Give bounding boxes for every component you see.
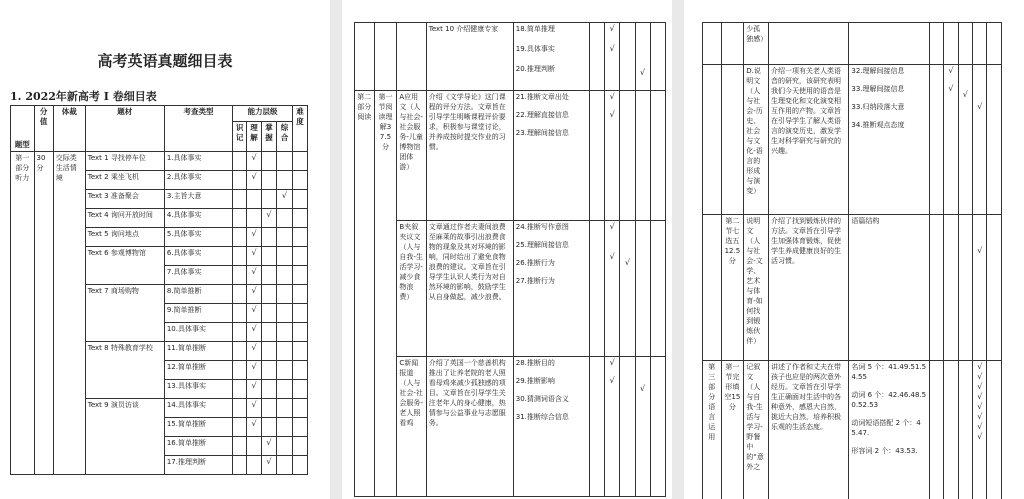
exam-item: 33.归纳段落大意 [851, 103, 905, 111]
exam-item: 18.简单推理 [515, 25, 555, 33]
difficulty-cell [292, 342, 307, 361]
detail-table-p1 [10, 105, 308, 475]
check-cell: √ [262, 209, 277, 228]
section-1-genre: 记叙文（人与自我-生活与学习-野餐中的“意外之 [744, 361, 769, 499]
exam-item: 25.理解间接信息 [515, 241, 569, 249]
check-cell [233, 323, 247, 342]
section-title: 1. 2022年新高考 I 卷细目表 [10, 90, 157, 103]
cell-empty [944, 23, 958, 65]
cell-empty [768, 23, 848, 65]
material-cell: Text 2 乘坐飞机 [85, 171, 164, 190]
check-cell: √ [247, 228, 262, 247]
cell-empty [721, 23, 744, 65]
check-cell [276, 285, 292, 304]
check-col-master [620, 221, 635, 357]
cell-empty [987, 65, 1002, 215]
exam-item: 动词 6 个：42.46.48.50.52.53 [851, 391, 927, 409]
check-cell [276, 399, 292, 418]
check-mark: √ [609, 252, 615, 261]
check-mark: √ [640, 68, 646, 77]
check-col-apply [635, 221, 650, 357]
check-cell: √ [247, 399, 262, 418]
section-2-genre: 说明文（人与社会-文学、艺术与体育-如何找到锻炼伙伴） [744, 215, 769, 361]
header-difficulty: 难度 [292, 106, 307, 152]
check-mark: √ [624, 258, 630, 267]
exam-item: 34.推断观点态度 [851, 121, 905, 129]
cell-empty [703, 65, 722, 215]
check-cell [276, 228, 292, 247]
check-mark: √ [609, 44, 615, 53]
check-mark: √ [977, 422, 983, 431]
check-col-memory [589, 91, 604, 221]
text10-name: Text 10 介绍健康专家 [426, 23, 513, 91]
exam-item: 31.推断综合信息 [515, 413, 569, 421]
passage-d-desc: 介绍一项有关老人类语音的研究，该研究表明我们今天使用的语音是生理变化和文化演变相互作用的产物。文章旨在引导学生了解人类语言的演变历史，激发学生对科学研究与研究的兴趣。 [768, 65, 848, 215]
section-2-desc: 介绍了找到锻炼伙伴的方法。文章旨在引导学生加强体育锻炼，促使学生养成健康良好的生活习惯。 [768, 215, 848, 361]
exam-item: 13.具体事实 [164, 380, 232, 399]
cell-empty [929, 23, 943, 65]
check-mark: √ [977, 412, 983, 421]
material-cell: Text 6 参观博物馆 [85, 247, 164, 285]
check-col-memory [589, 221, 604, 357]
check-col-memory [589, 23, 604, 91]
difficulty-cell [292, 171, 307, 190]
material-cell: Text 5 询问地点 [85, 228, 164, 247]
exam-item: 7.具体事实 [164, 266, 232, 285]
passage-c-desc: 介绍了英国一个慈善机构推出了让养老院的老人照看母鸡来减少孤独感的项目。文章旨在引导学生关注老年人的身心健康，热情参与公益事业与志愿服务。 [426, 357, 513, 497]
check-cell [276, 361, 292, 380]
check-col-memory [589, 357, 604, 497]
check-mark: √ [977, 372, 983, 381]
header-exam-type: 考查类型 [164, 106, 232, 152]
check-col-apply [973, 65, 987, 215]
exam-item: 14.具体事实 [164, 399, 232, 418]
detail-table-p2 [354, 22, 666, 497]
check-cell [276, 437, 292, 456]
cell-empty [374, 23, 397, 91]
check-col-apply [635, 91, 650, 221]
exam-item: 17.推理判断 [164, 456, 232, 475]
text10-items [513, 23, 589, 91]
exam-item: 名词 5 个：41.49.51.54.55 [851, 363, 927, 381]
material-cell: Text 8 特殊教育学校 [85, 342, 164, 399]
exam-item: 动词短语搭配 2 个：45.47. [851, 419, 921, 437]
cell-empty [721, 65, 744, 215]
section-1-items [849, 361, 929, 499]
part-label: 第二部分阅读 [355, 91, 375, 497]
material-cell: Text 7 商场购物 [85, 285, 164, 342]
cell-empty [650, 221, 665, 357]
difficulty-cell [292, 399, 307, 418]
check-cell [233, 342, 247, 361]
exam-item: 30.猜测词语含义 [515, 395, 569, 403]
check-mark: √ [977, 382, 983, 391]
section-1-desc: 讲述了作者和丈夫在带孩子也应是的两次意外经历。文章旨在引导学生正确面对生活中的各种意外，感恩大自然，挑近大自然，培养积极乐观的生活态度。 [768, 361, 848, 499]
check-col-apply [973, 361, 987, 499]
check-cell [233, 361, 247, 380]
check-col-memory [929, 65, 943, 215]
check-col-memory [929, 215, 943, 361]
exam-item: 2.具体事实 [164, 171, 232, 190]
check-mark: √ [640, 384, 646, 393]
check-cell [262, 399, 277, 418]
difficulty-cell [292, 247, 307, 266]
passage-c-label: C新闻报道（人与社会-社会服务-老人照看鸡 [397, 357, 426, 497]
header-score: 分值 [34, 106, 53, 152]
difficulty-cell [292, 266, 307, 285]
header-genre: 体裁 [53, 106, 85, 152]
passage-a-label: A应用文（人与社会-社会服务-儿童博物馆团体游） [397, 91, 426, 221]
difficulty-cell [292, 190, 307, 209]
check-cell: √ [247, 285, 262, 304]
check-mark: √ [962, 90, 968, 99]
check-mark: √ [977, 102, 983, 111]
exam-item: 11.简单推断 [164, 342, 232, 361]
check-cell [262, 323, 277, 342]
check-cell [262, 304, 277, 323]
exam-item: 8.简单推断 [164, 285, 232, 304]
check-mark: √ [609, 376, 615, 385]
exam-item: 12.简单推断 [164, 361, 232, 380]
exam-item: 5.具体事实 [164, 228, 232, 247]
exam-item: 10.具体事实 [164, 323, 232, 342]
check-mark: √ [948, 66, 954, 75]
exam-item: 1.具体事实 [164, 152, 232, 171]
section-label: 第一节阅读理解37.5分 [374, 91, 397, 497]
check-cell [233, 285, 247, 304]
cell-empty [849, 23, 929, 65]
check-cell [262, 190, 277, 209]
exam-item: 28.推断目的 [515, 359, 555, 367]
cell-empty [987, 361, 1002, 499]
check-cell [233, 247, 247, 266]
check-col-apply [635, 357, 650, 497]
page-2 [342, 0, 672, 499]
check-cell: √ [247, 342, 262, 361]
check-cell [247, 209, 262, 228]
check-cell [233, 228, 247, 247]
difficulty-cell [292, 361, 307, 380]
passage-d-items [849, 65, 929, 215]
exam-item: 24.推断写作意图 [515, 223, 569, 231]
passage-a-items [513, 91, 589, 221]
check-mark: √ [609, 222, 615, 231]
check-cell [262, 171, 277, 190]
difficulty-cell [292, 209, 307, 228]
check-cell: √ [247, 361, 262, 380]
exam-item: 16.简单推断 [164, 437, 232, 456]
check-cell [233, 152, 247, 171]
check-col-understand [605, 221, 620, 357]
difficulty-cell [292, 285, 307, 304]
check-cell [233, 456, 247, 475]
exam-item: 22.理解直接信息 [515, 111, 569, 119]
exam-item: 26.推断行为 [515, 259, 555, 267]
check-cell [247, 437, 262, 456]
check-col-apply [973, 215, 987, 361]
difficulty-cell [292, 456, 307, 475]
exam-item: 4.具体事实 [164, 209, 232, 228]
check-cell [262, 247, 277, 266]
check-cell [262, 152, 277, 171]
cell-empty [650, 357, 665, 497]
check-col-master [620, 91, 635, 221]
exam-item: 32.理解间接信息 [851, 67, 905, 75]
check-cell [276, 342, 292, 361]
header-apply: 综合 [276, 122, 292, 152]
check-cell: √ [247, 247, 262, 266]
check-cell [276, 171, 292, 190]
material-cell: Text 3 准备聚会 [85, 190, 164, 209]
check-col-master [620, 357, 635, 497]
check-mark: √ [609, 358, 615, 367]
difficulty-cell [292, 228, 307, 247]
exam-item: 23.理解间接信息 [515, 129, 569, 137]
check-mark: √ [977, 392, 983, 401]
check-cell: √ [247, 323, 262, 342]
check-cell [233, 190, 247, 209]
check-cell: √ [247, 152, 262, 171]
doc-title: 高考英语真题细目表 [97, 52, 233, 70]
header-understand: 理解 [247, 122, 262, 152]
passage-b-label: B夹叙夹议文（人与自我-生活学习-减少食物浪费） [397, 221, 426, 357]
detail-table-p3 [702, 22, 1002, 499]
material-cell: Text 4 询问开放时间 [85, 209, 164, 228]
passage-c-items [513, 357, 589, 497]
check-col-master [620, 23, 635, 91]
material-cell: Text 1 寻找停车位 [85, 152, 164, 171]
genre-cell: 交际类生活情境 [53, 152, 85, 475]
check-cell [262, 418, 277, 437]
cell-empty [650, 23, 665, 91]
exam-item: 3.主旨大意 [164, 190, 232, 209]
check-col-understand [605, 23, 620, 91]
header-master: 掌握 [262, 122, 277, 152]
check-mark: √ [977, 362, 983, 371]
check-mark: √ [609, 24, 615, 33]
check-cell [276, 247, 292, 266]
check-cell [276, 323, 292, 342]
header-type: 题型 [11, 106, 35, 152]
top-cont-label: 少孤独感） [744, 23, 769, 65]
check-cell: √ [247, 304, 262, 323]
check-cell [233, 399, 247, 418]
passage-b-desc: 文章通过作者夫妻间浪费至麻莱的故事引出浪费食物的现象及其对环境的影响，同时给出了避免食物浪费的建议。文章旨在引导学生认识人类行为对自然环境的影响，鼓励学生从自身做起，减少浪费。 [426, 221, 513, 357]
difficulty-cell [292, 152, 307, 171]
difficulty-cell [292, 304, 307, 323]
cell-empty [650, 91, 665, 221]
section-1-label: 第一节完形填空15分 [721, 361, 744, 499]
passage-a-desc: 介绍《文学导论》这门课程的评分方法。文章旨在引导学生明晰课程评价要求，积极参与课堂讨论，并养成按时提交作业的习惯。 [426, 91, 513, 221]
check-cell [233, 437, 247, 456]
difficulty-cell [292, 437, 307, 456]
difficulty-cell [292, 380, 307, 399]
check-cell [233, 304, 247, 323]
material-cell: Text 9 演员访谈 [85, 399, 164, 475]
check-cell: √ [247, 171, 262, 190]
exam-item: 9.简单推断 [164, 304, 232, 323]
header-material: 题材 [85, 106, 164, 152]
check-cell: √ [247, 380, 262, 399]
check-cell [276, 209, 292, 228]
check-cell [262, 228, 277, 247]
check-col-understand [944, 361, 958, 499]
cell-empty [987, 215, 1002, 361]
exam-item: 形容词 2 个：43.53. [851, 447, 918, 455]
page-1 [0, 0, 330, 499]
check-cell: √ [262, 437, 277, 456]
check-col-master [958, 215, 972, 361]
check-cell [233, 266, 247, 285]
check-col-understand [605, 357, 620, 497]
difficulty-cell [292, 323, 307, 342]
check-mark: √ [977, 402, 983, 411]
cell-empty [703, 23, 722, 65]
exam-item: 19.具体事实 [515, 45, 555, 53]
exam-item: 15.简单推断 [164, 418, 232, 437]
header-ability: 能力层级 [233, 106, 293, 122]
check-col-understand [605, 91, 620, 221]
passage-d-label: D.说明文（人与社会-历史、社会与文化-语言的形成与演变） [744, 65, 769, 215]
check-cell [233, 418, 247, 437]
page-3 [684, 0, 1024, 499]
check-col-understand [944, 215, 958, 361]
check-cell: √ [262, 456, 277, 475]
header-memory: 识记 [233, 122, 247, 152]
cell-empty [973, 23, 987, 65]
check-cell [262, 361, 277, 380]
check-col-master [958, 361, 972, 499]
check-col-understand [944, 65, 958, 215]
check-mark: √ [977, 246, 983, 255]
check-cell [247, 190, 262, 209]
cell-empty [958, 23, 972, 65]
check-col-memory [929, 361, 943, 499]
check-cell [276, 152, 292, 171]
check-cell [276, 418, 292, 437]
check-cell [262, 342, 277, 361]
section-2-label: 第二节七选五12.5分 [721, 215, 744, 361]
table-row [11, 152, 308, 171]
cell-empty [397, 23, 426, 91]
exam-item: 20.推理判断 [515, 65, 555, 73]
passage-b-items [513, 221, 589, 357]
cell-empty [987, 23, 1002, 65]
check-cell [247, 456, 262, 475]
check-cell: √ [247, 266, 262, 285]
check-cell [233, 209, 247, 228]
exam-item: 33.理解间接信息 [851, 85, 905, 93]
check-cell [276, 456, 292, 475]
check-cell [262, 266, 277, 285]
check-cell [276, 304, 292, 323]
check-col-apply [635, 23, 650, 91]
exam-item: 21.推断文章出处 [515, 93, 569, 101]
check-cell: √ [247, 418, 262, 437]
difficulty-cell [292, 418, 307, 437]
check-cell [262, 285, 277, 304]
check-cell [233, 380, 247, 399]
part-label: 第一部分听力 [11, 152, 35, 475]
check-mark: √ [609, 92, 615, 101]
exam-item: 29.推断影响 [515, 377, 555, 385]
check-cell [276, 380, 292, 399]
check-cell: √ [276, 190, 292, 209]
check-cell [233, 171, 247, 190]
section-2-item: 语篇结构 [849, 215, 929, 361]
check-mark: √ [948, 84, 954, 93]
part-3-label: 第三部分语言运用 [703, 361, 722, 499]
check-col-master [958, 65, 972, 215]
check-cell [276, 266, 292, 285]
check-mark: √ [977, 432, 983, 441]
check-cell [262, 380, 277, 399]
check-mark: √ [609, 110, 615, 119]
exam-item: 27.推断行为 [515, 277, 555, 285]
score-cell: 30分 [34, 152, 53, 475]
cell-empty [355, 23, 375, 91]
cell-empty [703, 215, 722, 361]
exam-item: 6.具体事实 [164, 247, 232, 266]
